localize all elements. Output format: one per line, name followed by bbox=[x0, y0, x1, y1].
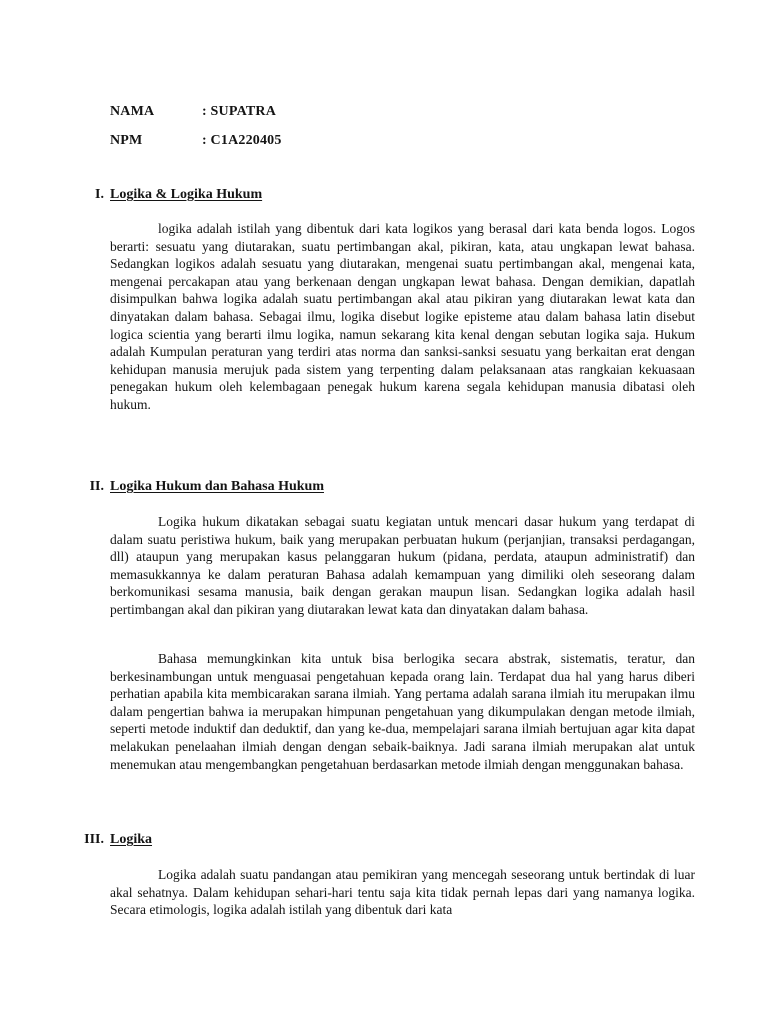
section-2-title: Logika Hukum dan Bahasa Hukum bbox=[110, 479, 324, 494]
npm-value: : C1A220405 bbox=[202, 133, 282, 148]
section-2-heading bbox=[89, 479, 324, 495]
section-3-title: Logika bbox=[110, 832, 153, 847]
name-row bbox=[110, 104, 276, 120]
npm-row bbox=[110, 133, 282, 149]
name-value: : SUPATRA bbox=[202, 104, 277, 119]
section-2-paragraph-1: Logika hukum dikatakan sebagai suatu kegiatan untuk mencari dasar hukum yang terdapat di dalam suatu peristiwa hukum, baik yang merupakan perbuatan hukum (perjanjian, transaksi perdagangan, dll) ataupun yang merupakan kasus pelanggaran hukum (pidana, perdata, ataupun administratif) dan memasukkannya ke dalam peraturan Bahasa adalah kemampuan yang dimiliki oleh seseorang dalam berkomunikasi sesama manusia, baik dengan gerakan maupun lisan. Sedangkan logika adalah hasil pertimbangan akal dan pikiran yang diutarakan lewat kata dan dinyatakan dalam bahasa. bbox=[110, 514, 695, 617]
section-1-number: I. bbox=[95, 187, 104, 202]
section-2-paragraph-2: Bahasa memungkinkan kita untuk bisa berlogika secara abstrak, sistematis, teratur, dan berkesinambungan untuk menguasai pengetahuan kepada orang lain. Terdapat dua hal yang harus diberi perhatian apabila kita membicarakan sarana ilmiah. Yang pertama adalah sarana ilmiah itu merupakan ilmu dalam pengertian bahwa ia merupakan himpunan pengetahuan yang dikumpulakan dengan metode ilmiah, seperti metode induktif dan deduktif, dan yang ke-dua, mempelajari sarana ilmiah bertujuan agar kita dapat melakukan penelaahan ilmiah dengan dengan sebaik-baiknya. Jadi sarana ilmiah merupakan alat untuk menemukan atau mengembangkan pengetahuan berdasarkan metode ilmiah dengan menggunakan bahasa. bbox=[110, 651, 695, 772]
section-3-number: III. bbox=[84, 832, 104, 847]
npm-label: NPM bbox=[110, 133, 143, 148]
section-1-paragraph-1: logika adalah istilah yang dibentuk dari kata logikos yang berasal dari kata benda logos. Logos berarti: sesuatu yang diutarakan, suatu pertimbangan akal, pikiran, kata, atau ungkapan lewat bahasa. Sedangkan logikos adalah sesuatu yang diutarakan, mengenai suatu pertimbangan akal, mengenai kata, mengenai percakapan atau yang berkenaan dengan ungkapan lewat bahasa. Dengan demikian, dapatlah disimpulkan bahwa logika adalah suatu pertimbangan akal atau pikiran yang diutarakan lewat kata dan dinyatakan dalam bahasa. Sebagai ilmu, logika disebut logike episteme atau dalam bahasa latin disebut logica scientia yang berarti ilmu logika, namun sekarang kita kenal dengan sebutan logika saja. Hukum adalah Kumpulan peraturan yang terdiri atas norma dan sanksi-sanksi sesuatu yang berkaitan erat dengan kehidupan manusia merujuk pada sistem yang terpenting dalam pelaksanaan atas rangkaian kekuasaan penegakan hukum oleh kelembagaan penegak hukum karena segala kehidupan manusia dibatasi oleh hukum. bbox=[110, 221, 695, 412]
section-2-number: II. bbox=[89, 479, 104, 494]
section-1-title: Logika & Logika Hukum bbox=[110, 187, 263, 202]
section-3-paragraph-1: Logika adalah suatu pandangan atau pemikiran yang mencegah seseorang untuk bertindak di luar akal sehatnya. Dalam kehidupan sehari-hari tentu saja kita tidak pernah lepas dari yang namanya logika. Secara etimologis, logika adalah istilah yang dibentuk dari kata bbox=[110, 867, 695, 918]
section-3-heading bbox=[84, 832, 153, 848]
section-1-heading bbox=[95, 187, 263, 203]
name-label: NAMA bbox=[110, 104, 155, 119]
